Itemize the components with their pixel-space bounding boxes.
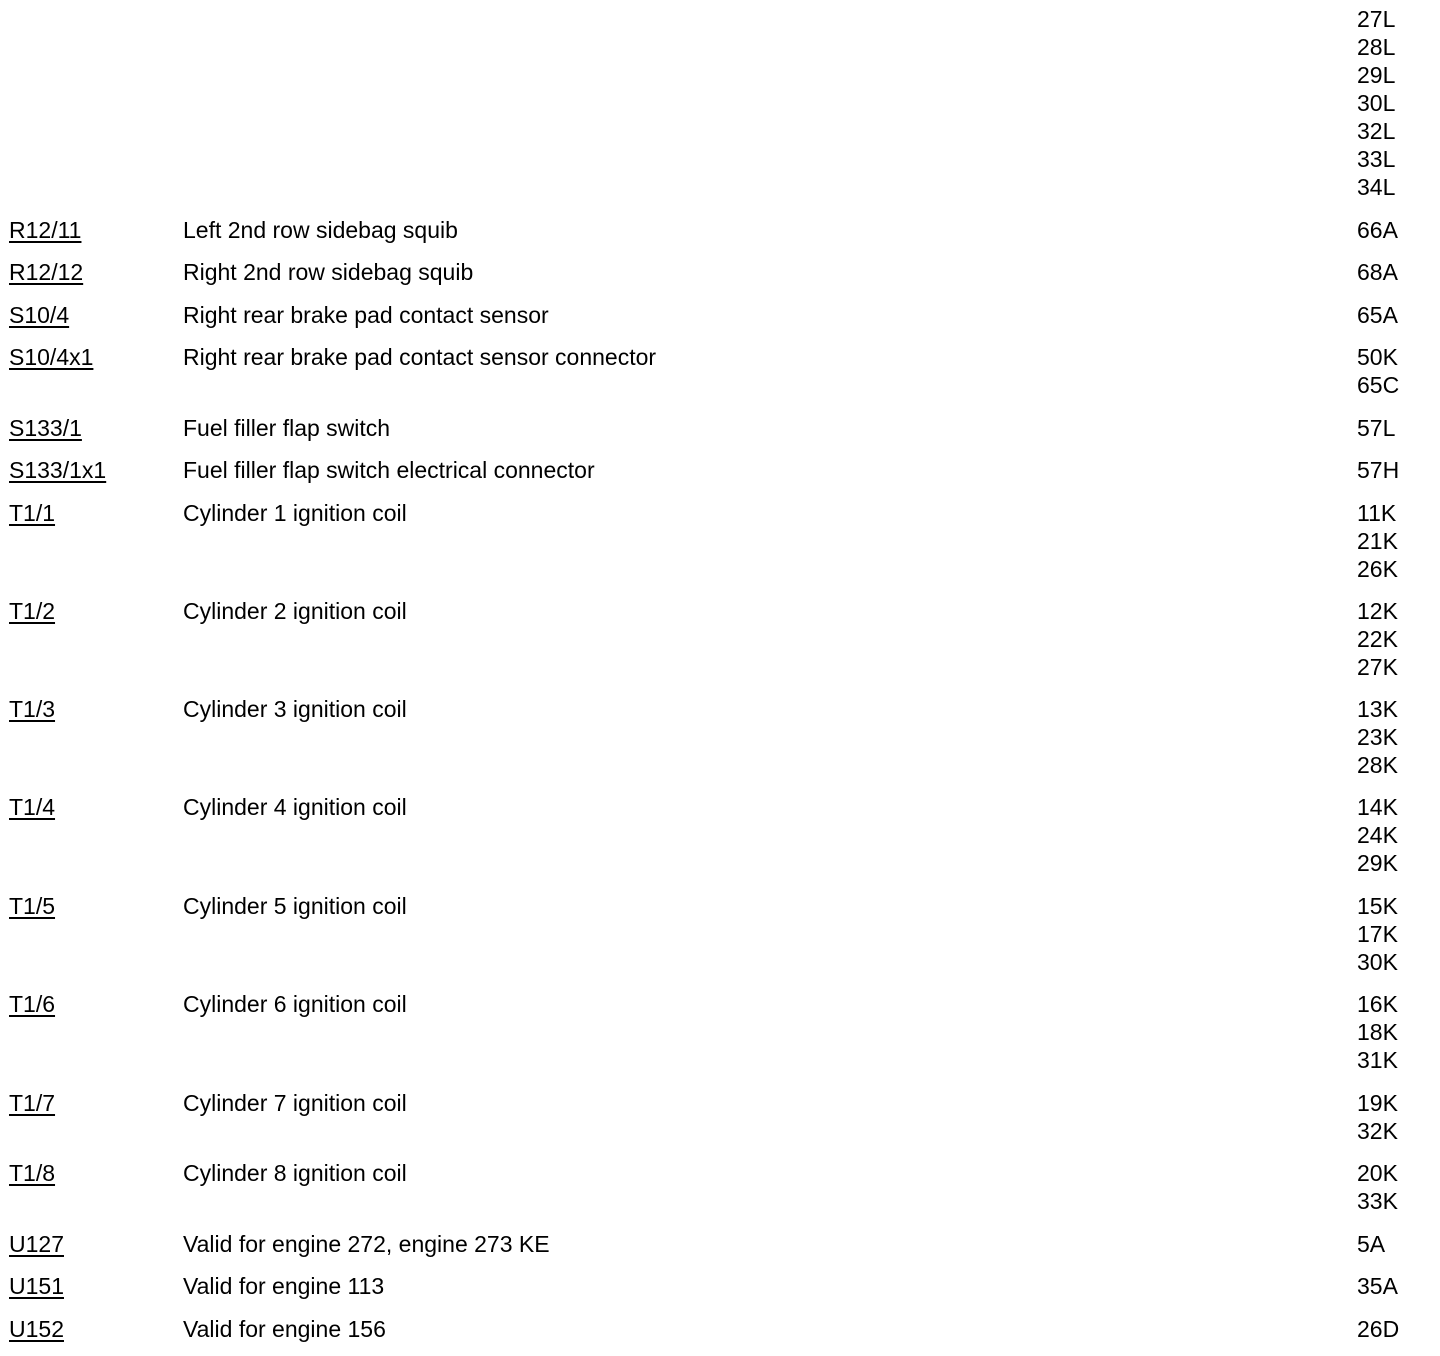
location-list — [1357, 793, 1398, 877]
component-code-link[interactable]: R12/12 — [9, 259, 84, 285]
location-cell: 26D — [1357, 1316, 1400, 1342]
table-row — [0, 990, 1440, 1089]
table-row — [0, 597, 1440, 695]
component-index-table — [0, 5, 1440, 1345]
location-cell: 32L — [1357, 118, 1396, 144]
location-cell: 57H — [1357, 457, 1400, 483]
component-code-link[interactable]: T1/2 — [9, 598, 56, 624]
component-description: Fuel filler flap switch electrical connector — [183, 457, 595, 483]
table-row — [0, 216, 1440, 258]
location-cell: 29K — [1357, 850, 1398, 876]
component-code-link[interactable]: T1/7 — [9, 1090, 56, 1116]
table-row — [0, 499, 1440, 597]
location-cell: 24K — [1357, 822, 1398, 848]
component-description: Cylinder 2 ignition coil — [183, 598, 407, 624]
location-cell: 28K — [1357, 752, 1398, 778]
table-row — [0, 1089, 1440, 1159]
location-list — [1357, 597, 1398, 681]
location-cell: 29L — [1357, 62, 1396, 88]
location-list — [1357, 414, 1395, 442]
location-cell: 27L — [1357, 6, 1396, 32]
location-cell: 18K — [1357, 1019, 1398, 1045]
component-description: Left 2nd row sidebag squib — [183, 217, 458, 243]
component-code-link[interactable]: U127 — [9, 1231, 64, 1257]
table-row — [0, 1230, 1440, 1272]
location-cell: 65A — [1357, 302, 1398, 328]
table-row — [0, 456, 1440, 499]
location-list — [1357, 258, 1398, 286]
location-cell: 11K — [1357, 500, 1397, 526]
component-code-link[interactable]: T1/8 — [9, 1160, 56, 1186]
location-cell: 15K — [1357, 893, 1398, 919]
component-description: Valid for engine 156 — [183, 1316, 386, 1342]
component-description: Cylinder 4 ignition coil — [183, 794, 407, 820]
location-list — [1357, 1230, 1385, 1258]
location-cell: 33K — [1357, 1188, 1398, 1214]
continuation-row — [0, 5, 1440, 216]
component-code-link[interactable]: T1/3 — [9, 696, 56, 722]
component-description: Cylinder 7 ignition coil — [183, 1090, 407, 1116]
component-description: Cylinder 1 ignition coil — [183, 500, 407, 526]
location-list — [1357, 1159, 1398, 1215]
table-row — [0, 343, 1440, 414]
location-cell: 66A — [1357, 217, 1398, 243]
location-list — [1357, 456, 1399, 484]
location-list — [1357, 695, 1398, 779]
component-code-link[interactable]: S133/1 — [9, 415, 82, 441]
continuation-locations — [1357, 5, 1395, 201]
location-cell: 21K — [1357, 528, 1398, 554]
table-row — [0, 258, 1440, 301]
location-cell: 65C — [1357, 372, 1400, 398]
table-row — [0, 793, 1440, 892]
location-cell: 35A — [1357, 1273, 1398, 1299]
location-list — [1357, 1089, 1398, 1145]
component-description: Valid for engine 113 — [183, 1273, 385, 1299]
component-description: Cylinder 3 ignition coil — [183, 696, 407, 722]
location-list — [1357, 499, 1398, 583]
component-description: Right 2nd row sidebag squib — [183, 259, 474, 285]
component-code-link[interactable]: S10/4 — [9, 302, 70, 328]
component-description: Fuel filler flap switch — [183, 415, 391, 441]
location-cell: 14K — [1357, 794, 1398, 820]
component-description: Right rear brake pad contact sensor — [183, 302, 549, 328]
component-code-link[interactable]: T1/6 — [9, 991, 56, 1017]
location-cell: 22K — [1357, 626, 1398, 652]
location-list — [1357, 990, 1398, 1074]
location-cell: 26K — [1357, 556, 1398, 582]
location-list — [1357, 216, 1398, 244]
component-description: Cylinder 5 ignition coil — [183, 893, 407, 919]
component-code-link[interactable]: U152 — [9, 1316, 64, 1342]
component-code-link[interactable]: U151 — [9, 1273, 64, 1299]
component-code-link[interactable]: S133/1x1 — [9, 457, 107, 483]
table-row — [0, 414, 1440, 456]
location-list — [1357, 343, 1399, 399]
table-row — [0, 301, 1440, 343]
location-cell: 5A — [1357, 1231, 1386, 1257]
location-list — [1357, 1272, 1398, 1300]
component-description: Cylinder 6 ignition coil — [183, 991, 407, 1017]
component-code-link[interactable]: S10/4x1 — [9, 344, 94, 370]
location-cell: 31K — [1357, 1047, 1398, 1073]
component-code-link[interactable]: T1/1 — [9, 500, 56, 526]
location-cell: 28L — [1357, 34, 1396, 60]
location-list — [1357, 1315, 1399, 1343]
table-row — [0, 695, 1440, 793]
component-description: Cylinder 8 ignition coil — [183, 1160, 407, 1186]
location-cell: 33L — [1357, 146, 1396, 172]
location-list — [1357, 301, 1398, 329]
location-list — [1357, 892, 1398, 976]
location-cell: 16K — [1357, 991, 1398, 1017]
table-row — [0, 1272, 1440, 1315]
table-row — [0, 1159, 1440, 1230]
location-cell: 23K — [1357, 724, 1398, 750]
location-cell: 20K — [1357, 1160, 1398, 1186]
table-row — [0, 892, 1440, 990]
location-cell: 12K — [1357, 598, 1398, 624]
location-cell: 13K — [1357, 696, 1398, 722]
location-cell: 19K — [1357, 1090, 1398, 1116]
location-cell: 27K — [1357, 654, 1398, 680]
location-cell: 50K — [1357, 344, 1398, 370]
location-cell: 68A — [1357, 259, 1398, 285]
location-cell: 17K — [1357, 921, 1398, 947]
location-cell: 30L — [1357, 90, 1396, 116]
location-cell: 32K — [1357, 1118, 1398, 1144]
location-cell: 30K — [1357, 949, 1398, 975]
component-code-link[interactable]: T1/4 — [9, 794, 56, 820]
component-code-link[interactable]: T1/5 — [9, 893, 56, 919]
table-row — [0, 1315, 1440, 1345]
component-description: Right rear brake pad contact sensor connector — [183, 344, 657, 370]
location-cell: 57L — [1357, 415, 1396, 441]
component-code-link[interactable]: R12/11 — [9, 217, 82, 243]
component-description: Valid for engine 272, engine 273 KE — [183, 1231, 550, 1257]
location-cell: 34L — [1357, 174, 1396, 200]
